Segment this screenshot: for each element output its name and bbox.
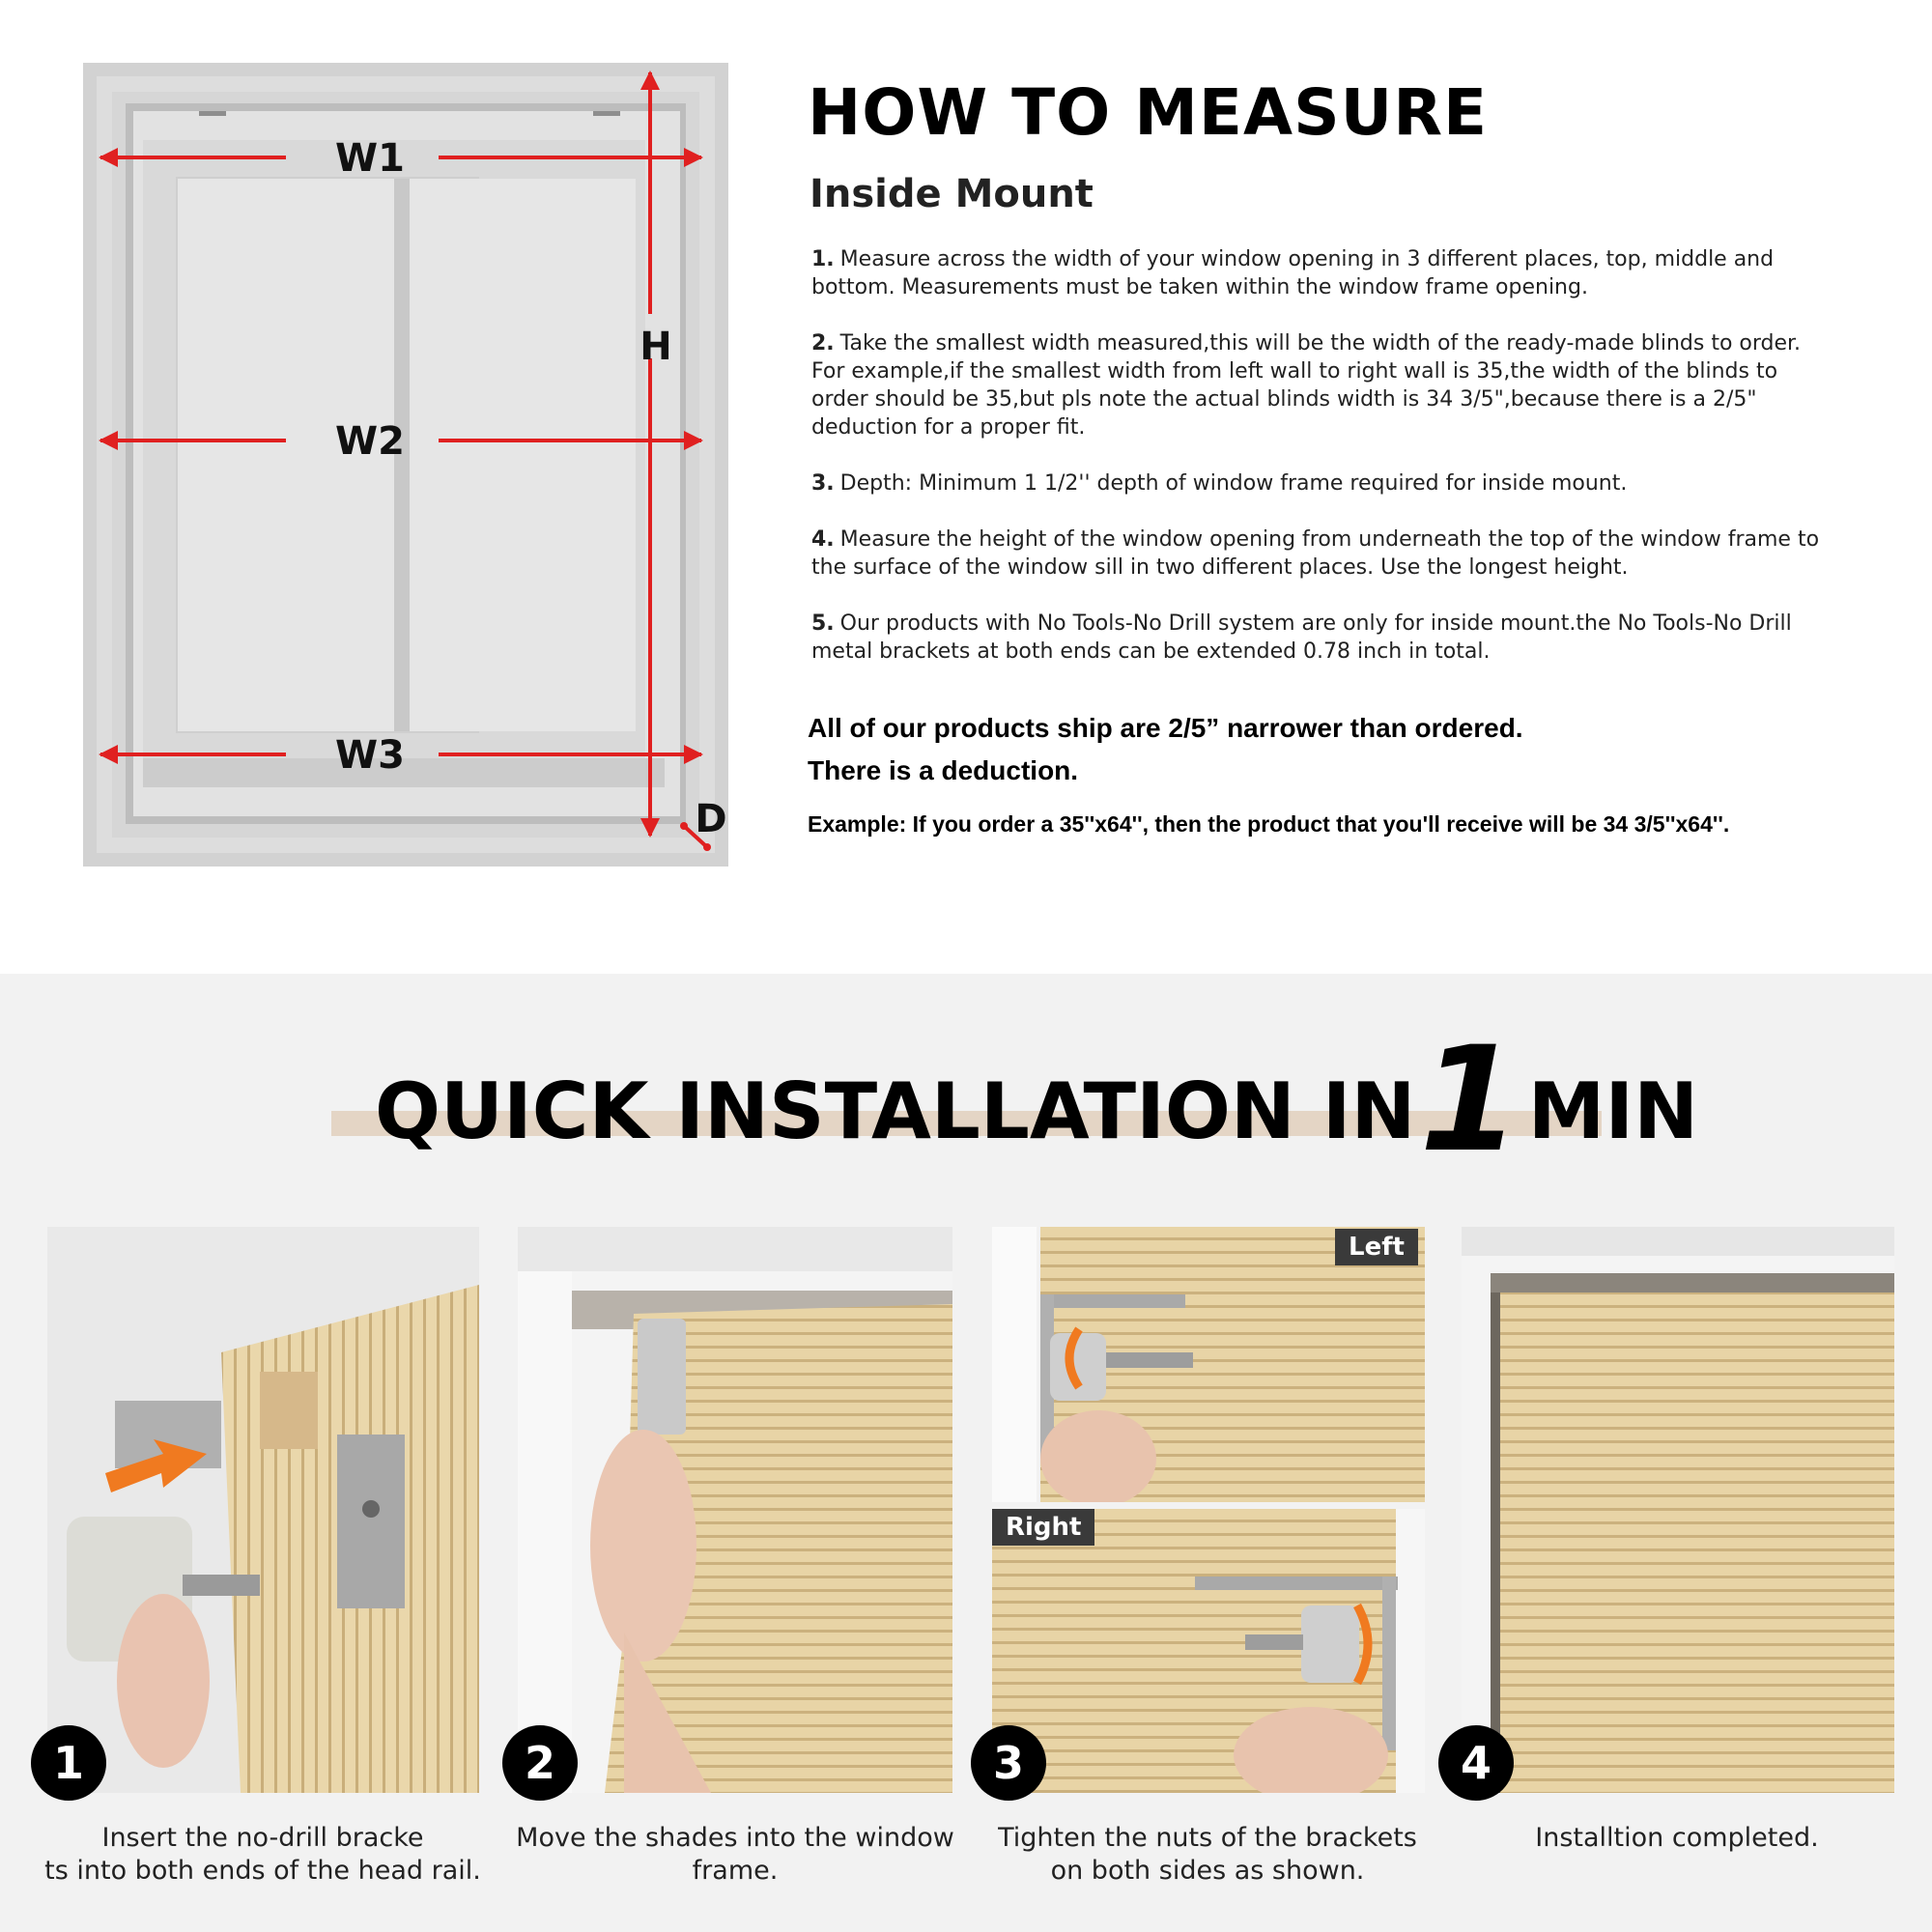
measure-step bbox=[811, 526, 1835, 582]
label-w1: W1 bbox=[335, 136, 405, 181]
page-title: HOW TO MEASURE bbox=[808, 75, 1489, 150]
step-number: 2. bbox=[811, 331, 835, 355]
step-text: Measure the height of the window opening from underneath the top of the window frame to the surface of the window sill in two different places. Use the longest height. bbox=[811, 527, 1820, 580]
banner-prefix: QUICK INSTALLATION IN bbox=[375, 1066, 1416, 1156]
deduction-note: All of our products ship are 2/5” narrower than ordered. bbox=[808, 713, 1523, 743]
step-badge-3: 3 bbox=[971, 1725, 1046, 1801]
install-photo-3-right bbox=[992, 1509, 1425, 1793]
label-w2: W2 bbox=[335, 419, 405, 464]
deduction-example: Example: If you order a 35''x64'', then the product that you'll receive will be 34 3/5''x64''. bbox=[808, 811, 1730, 837]
step-caption-2 bbox=[513, 1822, 957, 1888]
deduction-note-2: There is a deduction. bbox=[808, 755, 1079, 785]
installation-banner bbox=[375, 1016, 1699, 1184]
step-badge-2: 2 bbox=[502, 1725, 578, 1801]
left-side-tag: Left bbox=[1335, 1229, 1418, 1265]
caption-line: Insert the no-drill bracke bbox=[101, 1823, 424, 1853]
step-text: Take the smallest width measured,this will be the width of the ready-made blinds to order. For example,if the smallest width from left wall to right wall is 35,the width of the blinds to order should be 35,but pls note the actual blinds width is 34 3/5",because there is a 2/5" deduction for a proper fit. bbox=[811, 331, 1802, 440]
step-badge-4: 4 bbox=[1438, 1725, 1514, 1801]
caption-line: Installtion completed. bbox=[1535, 1823, 1819, 1853]
measure-step bbox=[811, 469, 1835, 497]
measure-step bbox=[811, 245, 1835, 301]
install-photo-4 bbox=[1462, 1227, 1894, 1793]
step-number: 5. bbox=[811, 611, 835, 636]
section-subtitle: Inside Mount bbox=[810, 172, 1094, 216]
right-side-tag: Right bbox=[992, 1509, 1094, 1546]
label-h: H bbox=[639, 325, 672, 369]
banner-number: 1 bbox=[1419, 1016, 1520, 1184]
label-d: D bbox=[695, 797, 727, 841]
step-text: Depth: Minimum 1 1/2'' depth of window frame required for inside mount. bbox=[839, 471, 1628, 496]
step-number: 4. bbox=[811, 527, 835, 552]
install-photo-3-left bbox=[992, 1227, 1425, 1502]
caption-line: Tighten the nuts of the brackets bbox=[998, 1823, 1417, 1853]
caption-line: Move the shades into the window bbox=[516, 1823, 954, 1853]
measure-step bbox=[811, 610, 1835, 666]
window-measure-diagram bbox=[83, 63, 728, 867]
banner-suffix: MIN bbox=[1527, 1066, 1699, 1156]
measure-steps bbox=[811, 245, 1835, 694]
step-badge-1: 1 bbox=[31, 1725, 106, 1801]
caption-line: ts into both ends of the head rail. bbox=[44, 1856, 481, 1886]
install-photo-1 bbox=[47, 1227, 479, 1793]
step-number: 1. bbox=[811, 247, 835, 271]
step-text: Our products with No Tools-No Drill system are only for inside mount.the No Tools-No Drill metal brackets at both ends can be extended 0.78 inch in total. bbox=[811, 611, 1792, 664]
measure-step bbox=[811, 329, 1835, 441]
caption-line: frame. bbox=[692, 1856, 779, 1886]
label-w3: W3 bbox=[335, 733, 405, 778]
step-caption-1 bbox=[41, 1822, 485, 1888]
step-caption-4 bbox=[1455, 1822, 1899, 1855]
caption-line: on both sides as shown. bbox=[1050, 1856, 1365, 1886]
step-text: Measure across the width of your window opening in 3 different places, top, middle and bottom. Measurements must be taken within the window frame opening. bbox=[811, 247, 1775, 299]
install-photo-2 bbox=[518, 1227, 952, 1793]
step-caption-3 bbox=[985, 1822, 1430, 1888]
step-number: 3. bbox=[811, 471, 835, 496]
